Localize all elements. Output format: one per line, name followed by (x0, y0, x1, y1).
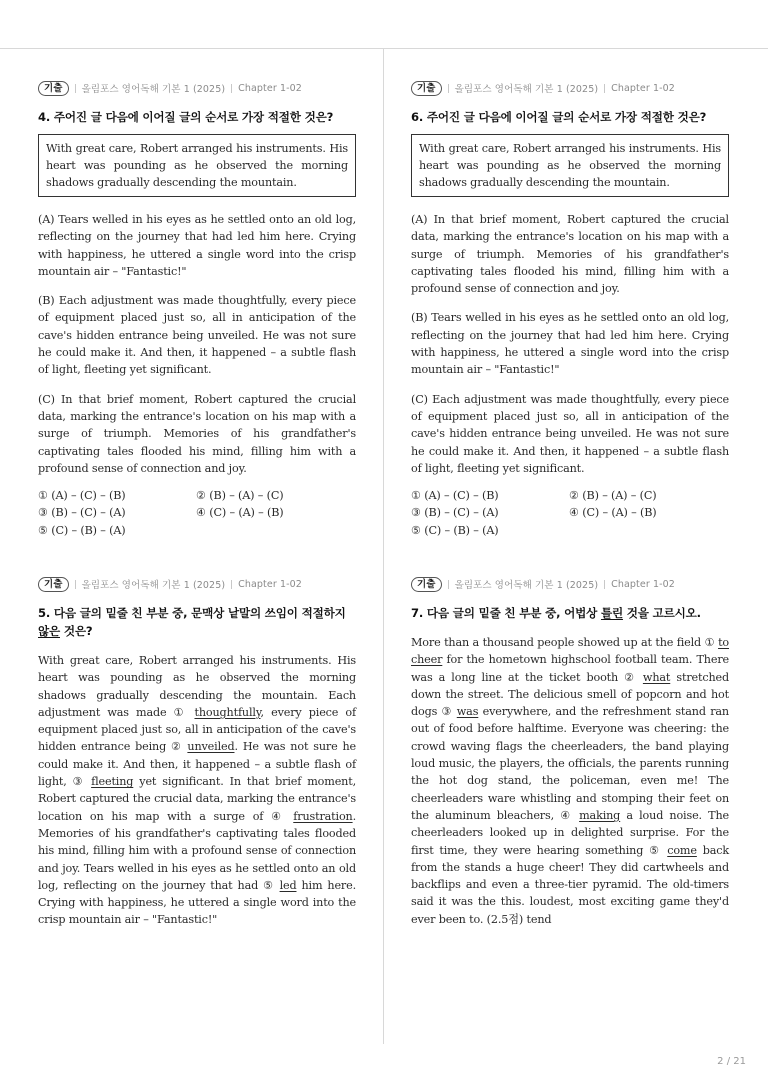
passage (411, 634, 729, 928)
passage-text: . Memories of his grandfather's captivating tales flooded his mind, filling him with a profound sense of connection and joy. Tears welled in his eyes as he settled onto an old log, reflecting on the journey that had ⑤ (38, 809, 356, 892)
question-6 (411, 80, 729, 539)
underlined-word-4: frustration (293, 809, 353, 823)
paragraph-c: (C) In that brief moment, Robert captured the crucial data, marking the entrance's location on his map with a surge of triumph. Memories of his grandfather's captivating tales flooded his mind, filling him with a profound sense of connection and joy. (38, 392, 356, 475)
given-passage-box: With great care, Robert arranged his instruments. His heart was pounding as he observed the morning shadows gradually descending the mountain. (411, 134, 729, 197)
question-source (411, 80, 729, 96)
separator (231, 84, 232, 93)
question-source (411, 576, 729, 592)
passage-text: , every piece of equipment placed just so, all in anticipation of the cave's hidden entrance being ② (38, 705, 356, 754)
exam-tag: 기출 (38, 81, 69, 96)
source-chapter: Chapter 1-02 (238, 82, 302, 94)
source-book: 올림포스 영어독해 기본 1 (2025) (454, 580, 599, 591)
passage-text: . He was not sure he could make it. And then, it happened – a subtle flash of light, ③ (38, 740, 356, 789)
choice-3[interactable]: ③ (B) – (C) – (A) (38, 506, 126, 520)
separator (231, 580, 232, 589)
question-title: 4. 주어진 글 다음에 이어질 글의 순서로 가장 적절한 것은? (38, 110, 334, 124)
underlined-word-2: unveiled (187, 740, 235, 754)
underlined-word-5: come (667, 843, 697, 857)
question-title: 6. 주어진 글 다음에 이어질 글의 순서로 가장 적절한 것은? (411, 110, 707, 124)
passage-text: stretched down the street. The delicious smell of popcorn and hot dogs ③ (411, 670, 729, 719)
column-divider (383, 49, 384, 1044)
source-chapter: Chapter 1-02 (611, 578, 675, 590)
source-book: 올림포스 영어독해 기본 1 (2025) (81, 580, 226, 591)
paragraph-c: (C) Each adjustment was made thoughtfully, every piece of equipment placed just so, all in anticipation of the cave's hidden entrance being unveiled. He was not sure he could make it. And then, it happened – a subtle flash of light, fleeting yet significant. (411, 392, 729, 475)
choice-5[interactable]: ⑤ (C) – (B) – (A) (411, 523, 499, 537)
question-title (38, 604, 356, 640)
passage-text: for the hometown highschool football team. There was a long line at the ticket booth ② (411, 653, 729, 684)
separator (75, 84, 76, 93)
paragraph-b: (B) Each adjustment was made thoughtfully, every piece of equipment placed just so, all in anticipation of the cave's hidden entrance being unveiled. He was not sure he could make it. And then, it happened – a subtle flash of light, fleeting yet significant. (38, 294, 356, 377)
choice-2[interactable]: ② (B) – (A) – (C) (569, 489, 657, 503)
header-rule (0, 48, 768, 49)
paragraph-a: (A) In that brief moment, Robert captured the crucial data, marking the entrance's location on his map with a surge of triumph. Memories of his grandfather's captivating tales flooded his mind, filling him with a profound sense of connection and joy. (411, 213, 729, 296)
source-book: 올림포스 영어독해 기본 1 (2025) (81, 84, 226, 95)
passage-text: With great care, Robert arranged his instruments. His heart was pounding as he observed the morning shadows gradually descending the mountain. Each adjustment was made ① (38, 654, 356, 719)
title-underlined: 틀린 (600, 606, 623, 620)
question-7 (411, 576, 729, 928)
passage-text: a loud noise. The cheerleaders looked up in delighted surprise. For the first time, they were hearing something ⑤ (411, 808, 729, 857)
underlined-word-5: led (279, 878, 297, 892)
separator (604, 580, 605, 589)
separator (75, 580, 76, 589)
paragraph-a: (A) Tears welled in his eyes as he settled onto an old log, reflecting on the journey that had led him here. Crying with happiness, he uttered a single word into the crisp mountain air – "Fantastic!" (38, 213, 356, 278)
page-number: 2 / 21 (717, 1056, 746, 1067)
passage-text: back from the stands a huge cheer! They did cartwheels and backflips and even a three-tier pyramid. The old-timers said it was the this. loudest, most exciting game they'd ever been to. (2.5점) tend (411, 843, 729, 926)
question-5 (38, 576, 356, 929)
separator (448, 580, 449, 589)
choice-4[interactable]: ④ (C) – (A) – (B) (196, 506, 284, 520)
underlined-word-1: to cheer (411, 636, 729, 667)
answer-choices (38, 487, 356, 539)
passage (38, 652, 356, 929)
passage-text: yet significant. In that brief moment, Robert captured the crucial data, marking the entrance's location on his map with a surge of ④ (38, 775, 356, 823)
choice-3[interactable]: ③ (B) – (C) – (A) (411, 506, 499, 520)
passage-text: him here. Crying with happiness, he uttered a single word into the crisp mountain air – "Fantastic!" (38, 878, 357, 927)
paragraph-b: (B) Tears welled in his eyes as he settled onto an old log, reflecting on the journey that had led him here. Crying with happiness, he uttered a single word into the crisp mountain air – "Fantastic!" (411, 311, 729, 377)
title-rest: 것을 고르시오. (622, 606, 701, 620)
choice-1[interactable]: ① (A) – (C) – (B) (411, 489, 499, 503)
underlined-word-1: thoughtfully (194, 705, 261, 719)
passage-text: More than a thousand people showed up at the field ① (411, 636, 719, 649)
title-text: 7. 다음 글의 밑줄 친 부분 중, 어법상 (411, 606, 601, 620)
title-text: 5. 다음 글의 밑줄 친 부분 중, 문맥상 낱말의 쓰임이 적절하지 (38, 606, 346, 620)
title-underlined: 않은 (38, 624, 60, 638)
choice-1[interactable]: ① (A) – (C) – (B) (38, 489, 126, 503)
underlined-word-2: what (642, 670, 671, 684)
underlined-word-4: making (579, 808, 621, 822)
underlined-word-3: was (456, 705, 479, 719)
exam-tag: 기출 (411, 577, 442, 592)
question-4 (38, 80, 356, 539)
answer-choices (411, 487, 729, 539)
source-chapter: Chapter 1-02 (238, 578, 302, 590)
separator (448, 84, 449, 93)
question-title (411, 604, 729, 622)
given-passage-box: With great care, Robert arranged his instruments. His heart was pounding as he observed the morning shadows gradually descending the mountain. (38, 134, 356, 197)
title-rest: 것은? (60, 624, 93, 638)
source-chapter: Chapter 1-02 (611, 82, 675, 94)
separator (604, 84, 605, 93)
choice-2[interactable]: ② (B) – (A) – (C) (196, 489, 284, 503)
source-book: 올림포스 영어독해 기본 1 (2025) (454, 84, 599, 95)
passage-text: everywhere, and the refreshment stand ran out of food before halftime. Everyone was cheering: the crowd waving flags the cheerleaders, the band playing loud music, the players, the officials, the parents running the hot dog stand, the policeman, even me! The cheerleaders ware whistling and stomping their feet on the aluminum bleachers, ④ (411, 705, 729, 822)
question-source (38, 80, 356, 96)
choice-4[interactable]: ④ (C) – (A) – (B) (569, 506, 657, 520)
exam-tag: 기출 (411, 81, 442, 96)
underlined-word-3: fleeting (91, 775, 134, 789)
choice-5[interactable]: ⑤ (C) – (B) – (A) (38, 523, 126, 537)
exam-tag: 기출 (38, 577, 69, 592)
question-source (38, 576, 356, 592)
